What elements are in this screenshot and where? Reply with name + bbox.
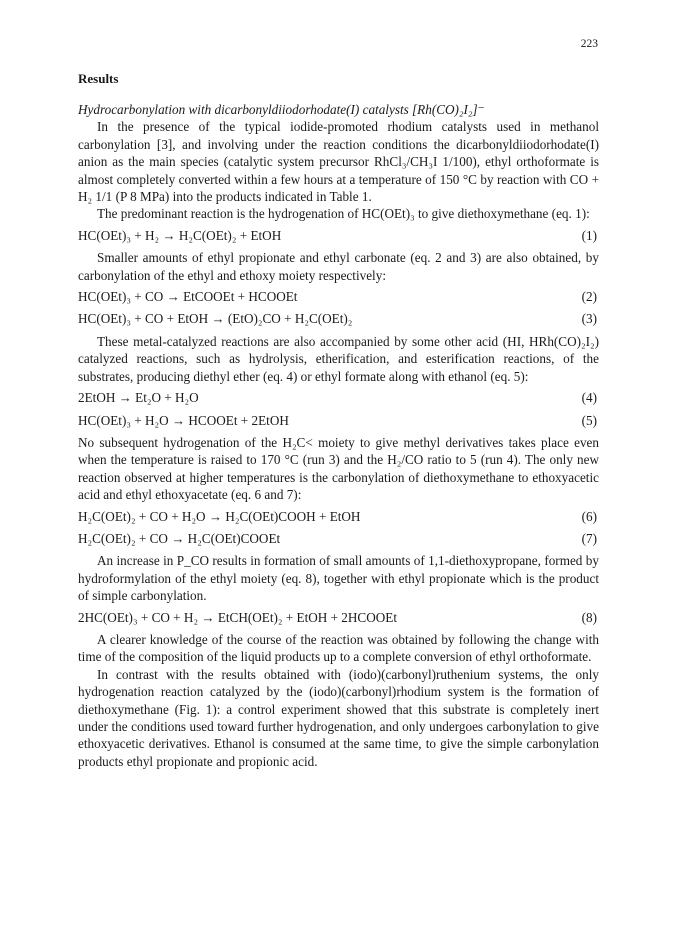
paragraph-2: The predominant reaction is the hydrogenation of HC(OEt)₃ to give diethoxymethane (eq. 1):	[97, 206, 590, 222]
paragraph-1: In the presence of the typical iodide-promoted rhodium catalysts used in methanol carbonylation [3], and involving under the reaction conditions the dicarbonyldiiodorhodate(I) anion as the main species (catalytic system precursor RhCl₃/CH₃I 1/100), ethyl orthoformate is almost completely converted within a few hours at a temperature of 150 °C by reaction with CO + H₂ 1/1 (P 8 MPa) into the products indicated in Table 1.	[78, 119, 599, 205]
equation-4-text: 2EtOH → Et₂O + H₂O	[78, 390, 199, 406]
body-text	[78, 101, 599, 770]
paragraph-3: Smaller amounts of ethyl propionate and ethyl carbonate (eq. 2 and 3) are also obtained, by carbonylation of the ethyl and ethoxy moiety respectively:	[78, 250, 599, 283]
equation-2-number: (2)	[581, 289, 597, 305]
page-number: 223	[580, 38, 598, 50]
equation-1-number: (1)	[581, 227, 597, 243]
section-heading: Results	[78, 71, 119, 86]
equation-6-number: (6)	[581, 508, 597, 524]
equation-3-text: HC(OEt)₃ + CO + EtOH → (EtO)₂CO + H₂C(OEt)₂	[78, 311, 353, 327]
equation-6-text: H₂C(OEt)₂ + CO + H₂O → H₂C(OEt)COOH + EtOH	[78, 508, 361, 524]
subsection-heading: Hydrocarbonylation with dicarbonyldiiodorhodate(I) catalysts [Rh(CO)₂I₂]⁻	[78, 102, 485, 117]
paragraph-8: In contrast with the results obtained with (iodo)(carbonyl)ruthenium systems, the only hydrogenation reaction catalyzed by the (iodo)(carbonyl)rhodium system is the formation of diethoxymethane (Fig. 1): a control experiment showed that this substrate is completely inert under the conditions used toward further hydrogenation, and only undergoes carbonylation to give ethoxyacetic derivatives. Ethanol is consumed at the same time, to give the simple carbonylation products ethyl propionate and propionic acid.	[78, 666, 599, 769]
equation-7-text: H₂C(OEt)₂ + CO → H₂C(OEt)COOEt	[78, 530, 281, 546]
equation-8-number: (8)	[581, 609, 597, 625]
equation-8	[78, 609, 599, 626]
equation-6	[78, 508, 599, 525]
equation-7-number: (7)	[581, 530, 597, 546]
equation-5-number: (5)	[581, 412, 597, 428]
equation-7	[78, 530, 599, 547]
paragraph-6: An increase in P_CO results in formation of small amounts of 1,1-diethoxypropane, formed by hydroformylation of the ethyl moiety (eq. 8), together with ethyl propionate which is the product of simple carbonylation.	[78, 553, 599, 604]
paragraph-7: A clearer knowledge of the course of the reaction was obtained by following the change with time of the composition of the liquid products up to a complete conversion of ethyl orthoformate.	[78, 631, 599, 665]
paragraph-5: No subsequent hydrogenation of the H₂C< moiety to give methyl derivatives takes place even when the temperature is raised to 170 °C (run 3) and the H₂/CO ratio to 5 (run 4). The only new reaction observed at higher temperatures is the carbonylation of diethoxymethane to ethoxyacetic acid and ethyl ethoxyacetate (eq. 6 and 7):	[78, 434, 599, 503]
equation-2-text: HC(OEt)₃ + CO → EtCOOEt + HCOOEt	[78, 289, 298, 305]
equation-5	[78, 412, 599, 429]
equation-5-text: HC(OEt)₃ + H₂O → HCOOEt + 2EtOH	[78, 412, 289, 428]
equation-3	[78, 310, 599, 327]
equation-8-text: 2HC(OEt)₃ + CO + H₂ → EtCH(OEt)₂ + EtOH + 2HCOOEt	[78, 609, 397, 625]
equation-4	[78, 389, 599, 406]
equation-1	[78, 227, 599, 244]
equation-4-number: (4)	[581, 390, 597, 406]
equation-3-number: (3)	[581, 311, 597, 327]
equation-2	[78, 288, 599, 305]
paragraph-4: These metal-catalyzed reactions are also accompanied by some other acid (HI, HRh(CO)₂I₂) catalyzed reactions, such as hydrolysis, etherification, and esterification reactions, of the substrates, producing diethyl ether (eq. 4) or ethyl formate along with ethanol (eq. 5):	[78, 333, 599, 384]
equation-1-text: HC(OEt)₃ + H₂ → H₂C(OEt)₂ + EtOH	[78, 227, 282, 243]
